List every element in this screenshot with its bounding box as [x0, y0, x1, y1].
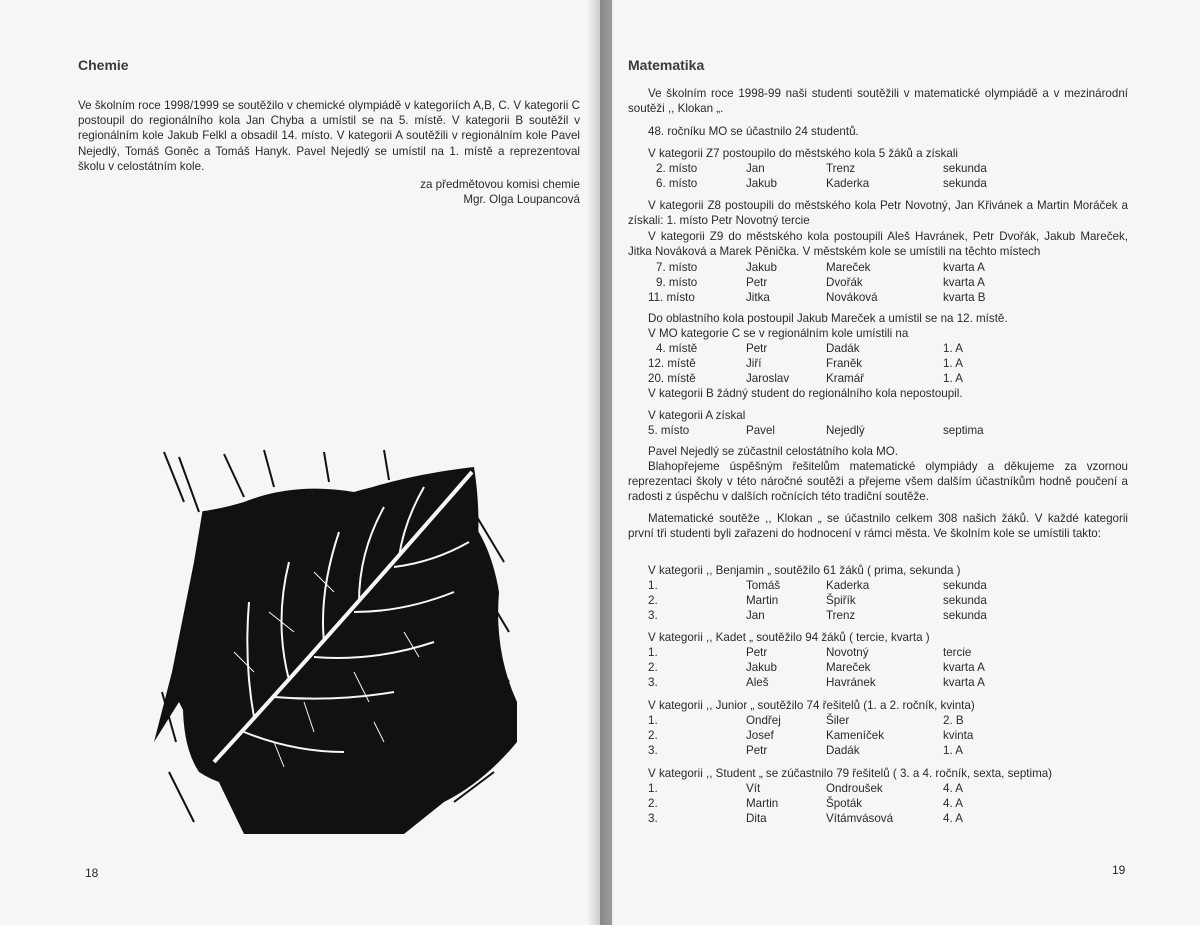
leaf-linocut-image	[154, 442, 517, 834]
book-gutter-shadow	[600, 0, 614, 925]
table-row: 2. místo Jan Trenz sekunda	[656, 162, 987, 175]
table-row: 3. Petr Dadák 1. A	[648, 744, 963, 757]
table-row: 2. Josef Kameníček kvinta	[648, 729, 974, 742]
chemistry-heading: Chemie	[78, 57, 129, 73]
table-row: 1. Vít Ondroušek 4. A	[648, 782, 963, 795]
table-row: 3. Aleš Havránek kvarta A	[648, 676, 985, 689]
national-round-text: Pavel Nejedlý se zúčastnil celostátního kola MO.	[648, 445, 899, 458]
table-row: 3. Jan Trenz sekunda	[648, 609, 987, 622]
regional-text: Do oblastního kola postoupil Jakub Mareček a umístil se na 12. místě.	[648, 312, 1008, 325]
table-row: 2. Martin Špoták 4. A	[648, 797, 963, 810]
z8-text: V kategorii Z8 postoupili do městského kola Petr Novotný, Jan Křivánek a Martin Moráček a získali: 1. místo Petr Novotný tercie	[628, 199, 1128, 228]
right-page-number: 19	[1112, 863, 1126, 877]
table-row: 9. místo Petr Dvořák kvarta A	[656, 276, 985, 289]
junior-text: V kategorii ,, Junior „ soutěžilo 74 řešitelů (1. a 2. ročník, kvinta)	[648, 699, 975, 712]
congratulations-text: Blahopřejeme úspěšným řešitelům matematické olympiády a děkujeme za vzornou reprezentaci školy v této náročné soutěži a přejeme všem dalším účastníkům hodně poučení a radosti z úspěchu v dalších ročnících této tradiční soutěže.	[628, 460, 1128, 504]
table-row: 11. místo Jitka Nováková kvarta B	[648, 291, 986, 304]
chemistry-paragraph: Ve školním roce 1998/1999 se soutěžilo v chemické olympiádě v kategoriích A,B, C. V kategorii C postoupil do regionálního kola Jan Chyba a umístil se na 5. místě. V kategorii B soutěžil v regionálním kole Jakub Felkl a obsadil 14. místo. V kategorii A soutěžili v regionálním kole Pavel Nejedlý, Tomáš Goněc a Tomáš Hanyk. Pavel Nejedlý se umístil na 1. místě a reprezentoval školu v celostátním kole.	[78, 99, 580, 173]
table-row: 4. místě Petr Dadák 1. A	[656, 342, 963, 355]
z9-text: V kategorii Z9 do městského kola postoupili Aleš Havránek, Petr Dvořák, Jakub Mareček, Jitka Nováková a Marek Pěnička. V městském kole se umístili na těchto místech	[628, 230, 1128, 259]
table-row: 2. Martin Špiřík sekunda	[648, 594, 987, 607]
klokan-intro-text: Matematické soutěže ,, Klokan „ se účastnilo celkem 308 našich žáků. V každé kategorii první tři studenti byli zařazeni do hodnocení v rámci města. Ve školním kole se umístili takto:	[628, 512, 1128, 541]
category-a-text: V kategorii A získal	[648, 409, 746, 422]
table-row: 1. Petr Novotný tercie	[648, 646, 972, 659]
category-b-text: V kategorii B žádný student do regionálního kola nepostoupil.	[648, 387, 963, 400]
student-text: V kategorii ,, Student „ se zúčastnilo 79 řešitelů ( 3. a 4. ročník, sexta, septima)	[648, 767, 1053, 780]
table-row: 20. místě Jaroslav Kramář 1. A	[648, 372, 963, 385]
benjamin-text: V kategorii ,, Benjamin „ soutěžilo 61 žáků ( prima, sekunda )	[648, 564, 961, 577]
table-row: 5. místo Pavel Nejedlý septima	[648, 424, 984, 437]
left-page-number: 18	[85, 866, 99, 880]
signature-line-1: za předmětovou komisi chemie	[420, 178, 580, 191]
table-row: 7. místo Jakub Mareček kvarta A	[656, 261, 985, 274]
table-row: 2. Jakub Mareček kvarta A	[648, 661, 985, 674]
category-c-text: V MO kategorie C se v regionálním kole umístili na	[648, 327, 909, 340]
signature-line-2: Mgr. Olga Loupancová	[463, 193, 580, 206]
kadet-text: V kategorii ,, Kadet „ soutěžilo 94 žáků ( tercie, kvarta )	[648, 631, 930, 644]
z7-text: V kategorii Z7 postoupilo do městského kola 5 žáků a získali	[648, 147, 958, 160]
table-row: 12. místě Jiří Franěk 1. A	[648, 357, 963, 370]
table-row: 6. místo Jakub Kaderka sekunda	[656, 177, 987, 190]
table-row: 1. Tomáš Kaderka sekunda	[648, 579, 987, 592]
math-intro: Ve školním roce 1998-99 naši studenti soutěžili v matematické olympiádě a v mezinárodní soutěži ,, Klokan „.	[628, 87, 1128, 116]
table-row: 1. Ondřej Šiler 2. B	[648, 714, 964, 727]
mo-count-text: 48. ročníku MO se účastnilo 24 studentů.	[648, 125, 859, 138]
math-heading: Matematika	[628, 57, 705, 73]
table-row: 3. Dita Vítámvásová 4. A	[648, 812, 963, 825]
